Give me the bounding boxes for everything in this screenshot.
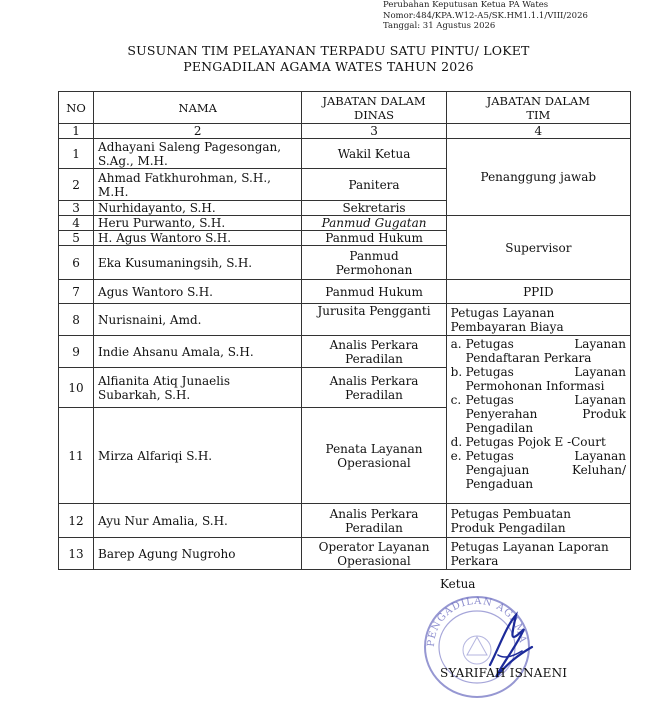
list-line (466, 463, 626, 477)
table-row (59, 216, 631, 231)
dinas-line: Peradilan (345, 387, 403, 402)
list-label: a. (450, 337, 462, 351)
dinas-line: Operasional (337, 455, 411, 470)
tim-line: Pembayaran Biaya (450, 319, 564, 334)
dinas-line: Analis Perkara (329, 373, 419, 388)
table-row (59, 280, 631, 304)
document-title-line: SUSUNAN TIM PELAYANAN TERPADU SATU PINTU/ LOKET (127, 43, 530, 58)
list-label: d. (450, 435, 463, 449)
row-nama (94, 139, 302, 169)
nama-word: Adhayani Saleng Pagesongan, (98, 139, 282, 154)
list-label: b. (450, 365, 463, 379)
list-line (466, 407, 626, 421)
nama-line: M.H. (98, 184, 129, 199)
document-title (0, 43, 657, 75)
list-item (451, 449, 626, 491)
row-dinas: Sekretaris (302, 201, 446, 216)
official-seal-stamp (412, 585, 542, 705)
row-nama: H. Agus Wantoro S.H. (94, 231, 302, 246)
decree-reference-line: Nomor:484/KPA.W12-A5/SK.HM1.1.1/VIII/2026 (383, 10, 588, 21)
list-word: Petugas (465, 337, 514, 351)
row-no: 9 (59, 336, 94, 368)
row-dinas (302, 368, 446, 408)
dinas-line: Analis Perkara (329, 506, 419, 521)
nama-line: S.Ag., M.H. (98, 153, 168, 168)
row-no: 1 (59, 139, 94, 169)
decree-reference (383, 0, 588, 32)
row-nama: Ayu Nur Amalia, S.H. (94, 504, 302, 538)
list-word: Produk (582, 407, 626, 421)
list-line (466, 449, 626, 463)
dinas-line: Operator Layanan (318, 539, 430, 554)
list-item (451, 365, 626, 393)
tim-list (451, 337, 626, 491)
row-no: 8 (59, 304, 94, 336)
header-text: JABATAN DALAM (486, 93, 590, 108)
list-text (466, 449, 626, 491)
row-nama: Nurhidayanto, S.H. (94, 201, 302, 216)
row-no: 10 (59, 368, 94, 408)
row-nama: Mirza Alfariqi S.H. (94, 408, 302, 504)
header-text: JABATAN DALAM (322, 93, 426, 108)
list-label: c. (450, 393, 462, 407)
list-word: Layanan (574, 365, 626, 379)
tim-line: Produk Pengadilan (450, 520, 566, 535)
row-nama (94, 169, 302, 201)
row-dinas: Panmud Gugatan (302, 216, 446, 231)
decree-reference-line: Tanggal: 31 Agustus 2026 (383, 21, 496, 31)
nama-line: Ahmad Fatkhurohman, S.H., (98, 170, 271, 185)
list-text (466, 337, 626, 365)
list-line: Pendaftaran Perkara (465, 351, 592, 365)
list-item (451, 393, 626, 435)
list-word: Petugas (465, 393, 514, 407)
column-index-row (59, 124, 631, 139)
row-no: 2 (59, 169, 94, 201)
row-no: 5 (59, 231, 94, 246)
document-title-line: PENGADILAN AGAMA WATES TAHUN 2026 (183, 59, 474, 74)
row-dinas: Wakil Ketua (302, 139, 446, 169)
dinas-line: Analis Perkara (329, 337, 419, 352)
header-no: NO (59, 92, 94, 124)
row-no: 6 (59, 246, 94, 280)
row-dinas (302, 336, 446, 368)
tim-task-list (446, 336, 630, 504)
list-word: Penyerahan (465, 407, 538, 421)
list-item (451, 435, 626, 449)
table-header-row (59, 92, 631, 124)
dinas-line: Peradilan (345, 351, 403, 366)
header-text: DINAS (354, 107, 395, 122)
tim-line: Petugas Layanan Laporan (450, 539, 609, 554)
table-row (59, 139, 631, 169)
list-word: Keluhan/ (572, 463, 626, 477)
list-item (451, 337, 626, 365)
table-row (59, 504, 631, 538)
dinas-line: Panmud (349, 248, 399, 263)
row-no: 4 (59, 216, 94, 231)
row-nama: Heru Purwanto, S.H. (94, 216, 302, 231)
dinas-line: Peradilan (345, 520, 403, 535)
nama-line: Alfianita Atiq Junaelis (98, 373, 231, 388)
row-no: 3 (59, 201, 94, 216)
row-nama: Eka Kusumaningsih, S.H. (94, 246, 302, 280)
row-dinas (302, 504, 446, 538)
header-nama: NAMA (94, 92, 302, 124)
row-dinas (302, 408, 446, 504)
list-word: Layanan (574, 449, 626, 463)
dinas-line: Operasional (337, 553, 411, 568)
row-tim (446, 304, 630, 336)
tim-line: Petugas Layanan (450, 305, 555, 320)
row-nama: Barep Agung Nugroho (94, 538, 302, 570)
row-dinas (302, 246, 446, 280)
list-line: Pengaduan (465, 477, 534, 491)
header-jabatan-dinas (302, 92, 446, 124)
tim-supervisor: Supervisor (446, 216, 630, 280)
row-no: 7 (59, 280, 94, 304)
row-nama: Nurisnaini, Amd. (94, 304, 302, 336)
column-index: 2 (94, 124, 302, 139)
list-word: Layanan (574, 337, 626, 351)
dinas-line: Permohonan (335, 262, 413, 277)
list-line: Petugas Pojok E -Court (465, 435, 606, 449)
header-jabatan-tim (446, 92, 630, 124)
row-dinas: Panitera (302, 169, 446, 201)
row-dinas (302, 538, 446, 570)
column-index: 1 (59, 124, 94, 139)
tim-penanggung-jawab: Penanggung jawab (446, 139, 630, 216)
tim-line: Perkara (450, 553, 499, 568)
table-row (59, 336, 631, 368)
header-text: TIM (526, 107, 551, 122)
list-word: Petugas (465, 449, 514, 463)
row-dinas: Jurusita Pengganti (302, 304, 446, 336)
row-nama (94, 368, 302, 408)
row-tim (446, 504, 630, 538)
row-no: 11 (59, 408, 94, 504)
list-line (466, 365, 626, 379)
nama-line: Subarkah, S.H. (98, 387, 191, 402)
column-index: 4 (446, 124, 630, 139)
list-label: e. (450, 449, 462, 463)
list-line (466, 393, 626, 407)
row-dinas: Panmud Hukum (302, 280, 446, 304)
nama-line (98, 140, 297, 154)
signature-role: Ketua (440, 577, 476, 591)
list-text (466, 435, 626, 449)
list-word: Petugas (465, 365, 514, 379)
tim-line: Petugas Pembuatan (450, 506, 571, 521)
list-line (466, 337, 626, 351)
column-index: 3 (302, 124, 446, 139)
seal-text: PENGADILAN AGAMA (425, 595, 528, 648)
table-row (59, 304, 631, 336)
row-no: 12 (59, 504, 94, 538)
list-word: Layanan (574, 393, 626, 407)
list-line: Permohonan Informasi (465, 379, 605, 393)
list-text (466, 365, 626, 393)
row-nama: Indie Ahsanu Amala, S.H. (94, 336, 302, 368)
decree-reference-line: Perubahan Keputusan Ketua PA Wates (383, 0, 549, 10)
signature-name: SYARIFAH ISNAENI (440, 666, 568, 680)
list-word: Pengajuan (465, 463, 530, 477)
list-line: Pengadilan (465, 421, 534, 435)
row-nama: Agus Wantoro S.H. (94, 280, 302, 304)
table-row (59, 538, 631, 570)
team-table (58, 91, 631, 570)
row-tim (446, 538, 630, 570)
dinas-line: Penata Layanan (325, 441, 423, 456)
row-dinas: Panmud Hukum (302, 231, 446, 246)
row-no: 13 (59, 538, 94, 570)
row-tim: PPID (446, 280, 630, 304)
svg-text:PENGADILAN AGAMA (426, 596, 528, 647)
list-text (466, 393, 626, 435)
